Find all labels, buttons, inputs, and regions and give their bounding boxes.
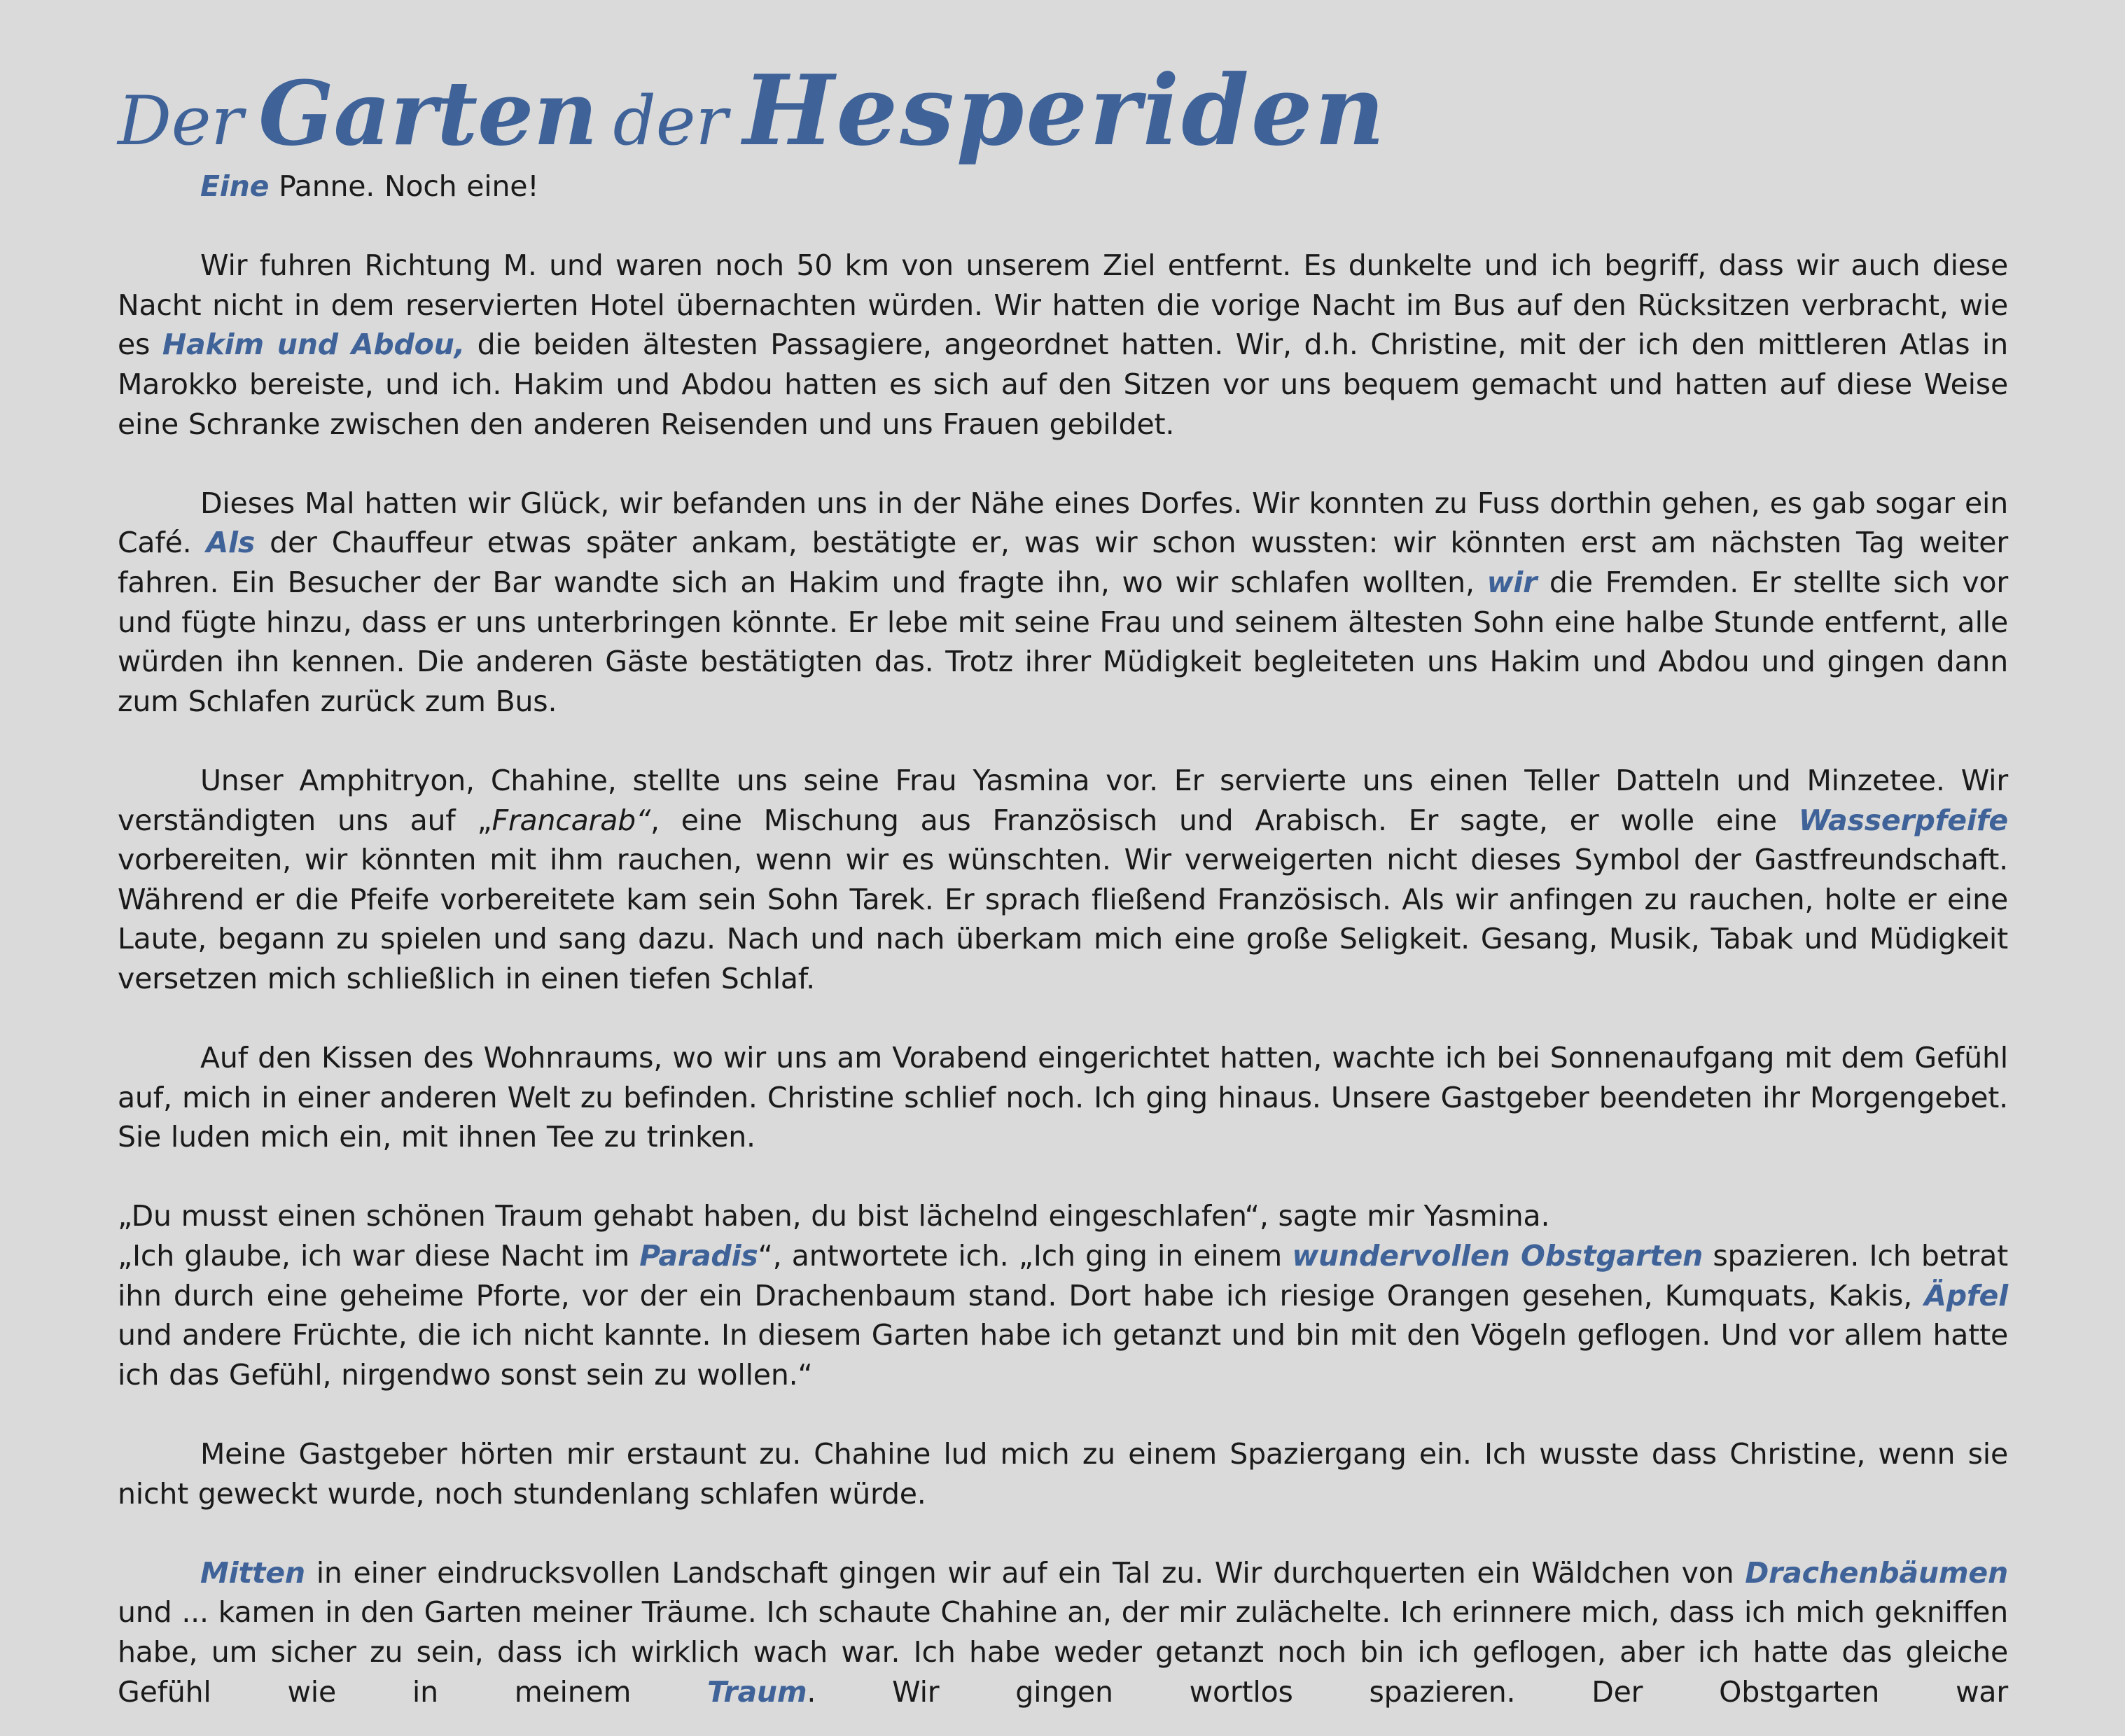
paragraph-2	[118, 246, 2008, 444]
document-page	[118, 53, 2009, 1712]
paragraph-5	[118, 1038, 2008, 1157]
paragraph-text: und ... kamen in den Garten meiner Träume. Ich schaute Chahine an, der mir zulächelte. Ich erinnere mich, dass ich mich gekniffen habe, um sicher zu sein, dass ich wirklich wach war. Ich habe weder getanzt noch bin ich geflogen, aber ich hatte das gleiche Gefühl wie in meinem	[118, 1595, 2008, 1709]
title-word-hesperiden: Hesperiden	[743, 53, 1387, 167]
title-word-der-1: Der	[118, 82, 244, 160]
highlight-word: Mitten	[200, 1555, 305, 1590]
title-word-garten: Garten	[258, 62, 598, 165]
highlight-word: Traum	[707, 1674, 807, 1709]
paragraph-1	[118, 167, 2008, 206]
italic-word: Francarab“	[492, 803, 650, 837]
paragraph-3	[118, 484, 2008, 722]
highlight-word: Hakim und Abdou,	[162, 328, 465, 362]
highlight-word: Eine	[200, 169, 270, 203]
paragraph-text: Dieses Mal hatten wir Glück, wir befanden uns in der Nähe eines Dorfes. Wir konnten zu Fuss dorthin gehen, es gab sogar ein Café.	[118, 486, 2008, 560]
paragraph-text: „Ich glaube, ich war diese Nacht im	[118, 1239, 640, 1273]
paragraph-7	[118, 1236, 2008, 1394]
paragraph-text: und andere Früchte, die ich nicht kannte. In diesem Garten habe ich getanzt und bin mit den Vögeln geflogen. Und vor allem hatte ich das Gefühl, nirgendwo sonst sein zu wollen.“	[118, 1318, 2008, 1392]
highlight-word: Paradis	[639, 1239, 758, 1273]
highlight-word: wundervollen Obstgarten	[1292, 1239, 1704, 1273]
paragraph-text: , eine Mischung aus Französisch und Arabisch. Er sagte, er wolle eine	[650, 803, 1799, 837]
highlight-word: Als	[206, 526, 256, 560]
paragraph-text: “, antwortete ich. „Ich ging in einem	[758, 1239, 1293, 1273]
paragraph-text: spazieren. Ich betrat ihn durch eine geheime Pforte, vor der ein Drachenbaum stand. Dort habe ich riesige Orangen gesehen, Kumquats, Kakis,	[118, 1239, 2009, 1312]
highlight-word: wir	[1486, 565, 1538, 599]
paragraph-6	[118, 1196, 2008, 1236]
paragraph-text: der Chauffeur etwas später ankam, bestätigte er, was wir schon wussten: wir könnten erst am nächsten Tag weiter fahren. Ein Besucher der Bar wandte sich an Hakim und fragte ihn, wo wir schlafen wollten,	[118, 526, 2008, 599]
paragraph-text: Wir fuhren Richtung M. und waren noch 50 km von unserem Ziel entfernt. Es dunkelte und ich begriff, dass wir auch diese Nacht nicht in dem reservierten Hotel übernachten würden. Wir hatten die vorige Nacht im Bus auf den Rücksitzen verbracht, wie es	[118, 248, 2008, 362]
document-title	[118, 53, 2008, 167]
paragraph-text: Panne. Noch eine!	[269, 169, 539, 203]
highlight-word: Äpfel	[1924, 1278, 2008, 1312]
title-word-der-2: der	[613, 82, 728, 160]
paragraph-text: die Fremden. Er stellte sich vor und fügte hinzu, dass er uns unterbringen könnte. Er lebe mit seine Frau und seinem ältesten Sohn eine halbe Stunde entfernt, alle würden ihn kennen. Die anderen Gäste bestätigten das. Trotz ihrer Müdigkeit begleiteten uns Hakim und Abdou und gingen dann zum Schlafen zurück zum Bus.	[118, 565, 2008, 718]
paragraph-8	[118, 1434, 2008, 1513]
paragraph-text: Auf den Kissen des Wohnraums, wo wir uns am Vorabend eingerichtet hatten, wachte ich bei Sonnenaufgang mit dem Gefühl auf, mich in einer anderen Welt zu befinden. Christine schlief noch. Ich ging hinaus. Unsere Gastgeber beendeten ihr Morgengebet. Sie luden mich ein, mit ihnen Tee zu trinken.	[118, 1041, 2008, 1154]
paragraph-9	[118, 1553, 2008, 1712]
highlight-word: Wasserpfeife	[1798, 803, 2009, 837]
paragraph-text: die beiden ältesten Passagiere, angeordnet hatten. Wir, d.h. Christine, mit der ich den mittleren Atlas in Marokko bereiste, und ich. Hakim und Abdou hatten es sich auf den Sitzen vor uns bequem gemacht und hatten auf diese Weise eine Schranke zwischen den anderen Reisenden und uns Frauen gebildet.	[118, 328, 2008, 441]
paragraph-text: „Du musst einen schönen Traum gehabt haben, du bist lächelnd eingeschlafen“, sagte mir Yasmina.	[118, 1199, 1550, 1233]
paragraph-text: . Wir gingen wortlos spazieren. Der Obstgarten war	[807, 1674, 2008, 1709]
paragraph-text: Meine Gastgeber hörten mir erstaunt zu. Chahine lud mich zu einem Spaziergang ein. Ich wusste dass Christine, wenn sie nicht geweckt wurde, noch stundenlang schlafen würde.	[118, 1437, 2008, 1511]
paragraph-4	[118, 761, 2008, 999]
paragraph-text: Unser Amphitryon, Chahine, stellte uns seine Frau Yasmina vor. Er servierte uns einen Teller Datteln und Minzetee. Wir verständigten uns auf „	[118, 763, 2008, 837]
highlight-word: Drachenbäumen	[1745, 1555, 2008, 1590]
paragraph-text: in einer eindrucksvollen Landschaft gingen wir auf ein Tal zu. Wir durchquerten ein Wäldchen von	[305, 1555, 1746, 1590]
paragraph-text: vorbereiten, wir könnten mit ihm rauchen, wenn wir es wünschten. Wir verweigerten nicht dieses Symbol der Gastfreundschaft. Während er die Pfeife vorbereitete kam sein Sohn Tarek. Er sprach fließend Französisch. Als wir anfingen zu rauchen, holte er eine Laute, begann zu spielen und sang dazu. Nach und nach überkam mich eine große Seligkeit. Gesang, Musik, Tabak und Müdigkeit versetzen mich schließlich in einen tiefen Schlaf.	[118, 843, 2008, 995]
